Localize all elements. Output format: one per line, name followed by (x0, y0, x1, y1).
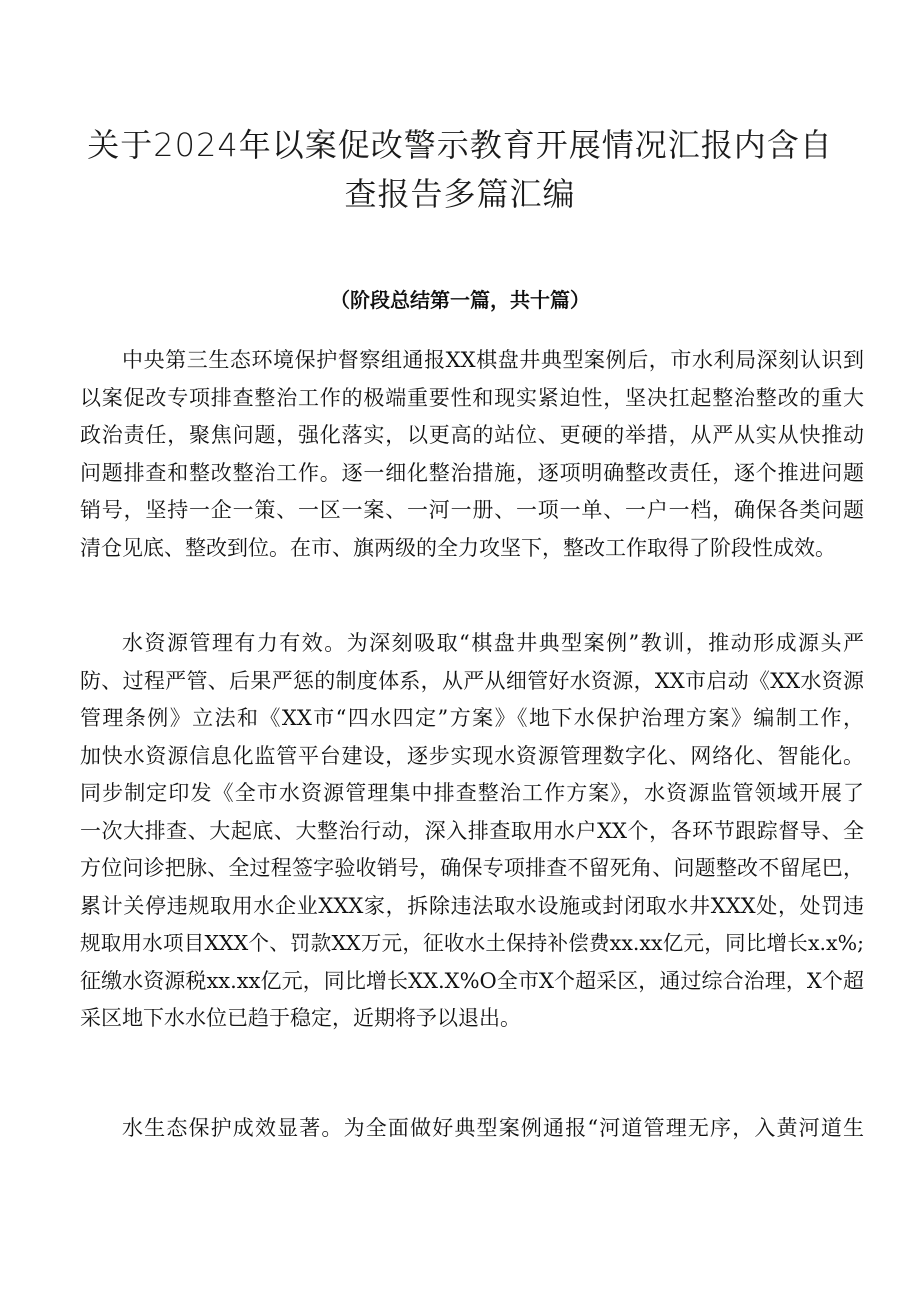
paragraph-line: 征缴水资源税xx.xx亿元，同比增长XX.X%O全市X个超采区，通过综合治理，X个超 (80, 968, 864, 993)
paragraph-line: 累计关停违规取用水企业XXX家，拆除违法取水设施或封闭取水井XXX处，处罚违 (80, 893, 864, 918)
paragraph-line: 同步制定印发《全市水资源管理集中排查整治工作方案》，水资源监管领域开展了 (80, 781, 864, 805)
paragraph-line: 问题排查和整改整治工作。逐一细化整治措施，逐项明确整改责任，逐个推进问题 (80, 460, 864, 485)
paragraph-line: 防、过程严管、后果严惩的制度体系，从严从细管好水资源，XX市启动《XX水资源 (80, 668, 864, 693)
paragraph-line: 加快水资源信息化监管平台建设，逐步实现水资源管理数字化、网络化、智能化。 (80, 743, 864, 768)
paragraph-line: 中央第三生态环境保护督察组通报XX棋盘井典型案例后，市水利局深刻认识到 (122, 348, 864, 372)
paragraph-line: 一次大排查、大起底、大整治行动，深入排查取用水户XX个，各环节跟踪督导、全 (80, 818, 864, 843)
paragraph-line: 水生态保护成效显著。为全面做好典型案例通报“河道管理无序，入黄河道生 (122, 1116, 864, 1140)
paragraph-line: 销号，坚持一企一策、一区一案、一河一册、一项一单、一户一档，确保各类问题 (80, 498, 864, 522)
paragraph-line: 规取用水项目XXX个、罚款XX万元，征收水土保持补偿费xx.xx亿元，同比增长x.x%; (80, 931, 864, 955)
paragraph-1 (80, 342, 864, 567)
document-subtitle: （阶段总结第一篇，共十篇） (330, 288, 590, 312)
paragraph-line: 政治责任，聚焦问题，强化落实，以更高的站位、更硬的举措，从严从实从快推动 (80, 423, 864, 447)
document-title-line-1: 关于2024年以案促改警示教育开展情况汇报内含自 (87, 126, 833, 164)
paragraph-line: 管理条例》立法和《XX市“四水四定”方案》《地下水保护治理方案》编制工作， (80, 706, 864, 730)
paragraph-line: 水资源管理有力有效。为深刻吸取“棋盘井典型案例”教训，推动形成源头严 (122, 631, 864, 655)
document-title-line-2: 查报告多篇汇编 (344, 175, 576, 213)
paragraph-2 (80, 625, 864, 1038)
paragraph-line: 以案促改专项排查整治工作的极端重要性和现实紧迫性，坚决扛起整治整改的重大 (80, 385, 864, 410)
paragraph-3 (80, 1110, 864, 1148)
paragraph-line: 清仓见底、整改到位。在市、旗两级的全力攻坚下，整改工作取得了阶段性成效。 (80, 535, 836, 560)
paragraph-line: 采区地下水水位已趋于稳定，近期将予以退出。 (80, 1006, 521, 1030)
paragraph-line: 方位问诊把脉、全过程签字验收销号，确保专项排查不留死角、问题整改不留尾巴， (80, 856, 864, 880)
